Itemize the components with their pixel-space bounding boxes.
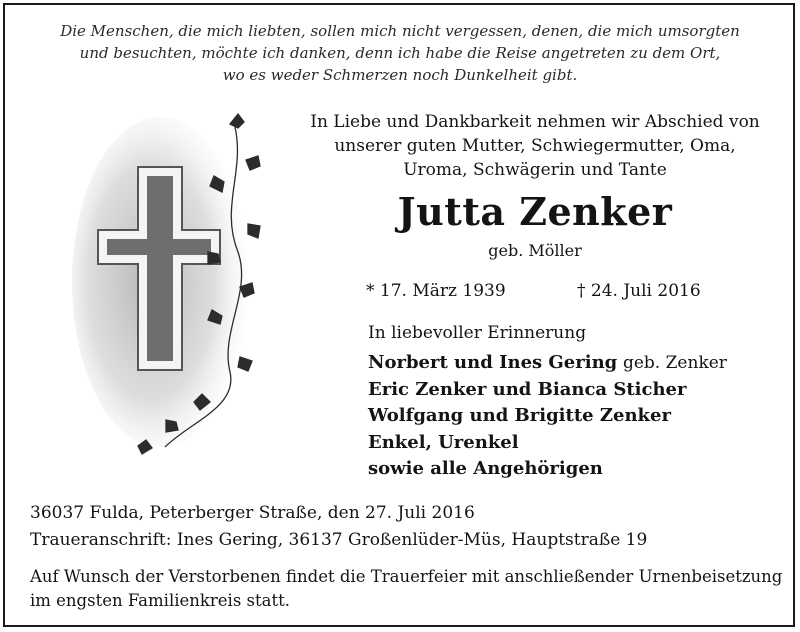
mourners-list bbox=[368, 350, 727, 483]
mourner-name: Enkel, Urenkel bbox=[368, 431, 519, 453]
birth-date: * 17. März 1939 bbox=[366, 281, 506, 301]
mourner-suffix: geb. Zenker bbox=[622, 353, 727, 373]
death-date: † 24. Juli 2016 bbox=[577, 281, 701, 301]
remembrance-line: In liebevoller Erinnerung bbox=[368, 323, 587, 343]
mourner-line bbox=[368, 350, 727, 377]
maiden-name: geb. Möller bbox=[488, 241, 582, 260]
mourning-address: Traueranschrift: Ines Gering, 36137 Großenlüder-Müs, Hauptstraße 19 bbox=[30, 530, 648, 550]
intro-line: In Liebe und Dankbarkeit nehmen wir Abschied von bbox=[310, 112, 760, 132]
cross-icon bbox=[70, 112, 280, 457]
mourner-name: Eric Zenker und Bianca Sticher bbox=[368, 378, 687, 400]
place-and-date: 36037 Fulda, Peterberger Straße, den 27. Juli 2016 bbox=[30, 503, 475, 523]
mourner-line bbox=[368, 403, 727, 430]
funeral-notice bbox=[30, 565, 783, 613]
quote-line: wo es weder Schmerzen noch Dunkelheit gibt. bbox=[222, 66, 578, 84]
quote-line: Die Menschen, die mich liebten, sollen mich nicht vergessen, denen, die mich umsorgten bbox=[60, 22, 740, 40]
mourner-line bbox=[368, 430, 727, 457]
notice-line: Auf Wunsch der Verstorbenen findet die Trauerfeier mit anschließender Urnenbeisetzung bbox=[30, 567, 783, 586]
farewell-intro bbox=[300, 110, 770, 182]
mourner-line bbox=[368, 377, 727, 404]
mourner-name: sowie alle Angehörigen bbox=[368, 458, 603, 479]
memorial-quote bbox=[40, 20, 760, 86]
notice-line: im engsten Familienkreis statt. bbox=[30, 591, 290, 610]
intro-line: unserer guten Mutter, Schwiegermutter, Oma, bbox=[334, 136, 736, 156]
mourner-name: Wolfgang und Brigitte Zenker bbox=[368, 405, 671, 426]
mourner-name: Norbert und Ines Gering bbox=[368, 352, 618, 373]
quote-line: und besuchten, möchte ich danken, denn ich habe die Reise angetreten zu dem Ort, bbox=[79, 44, 721, 62]
deceased-name: Jutta Zenker bbox=[397, 189, 673, 234]
mourner-line bbox=[368, 456, 727, 483]
intro-line: Uroma, Schwägerin und Tante bbox=[403, 160, 667, 180]
